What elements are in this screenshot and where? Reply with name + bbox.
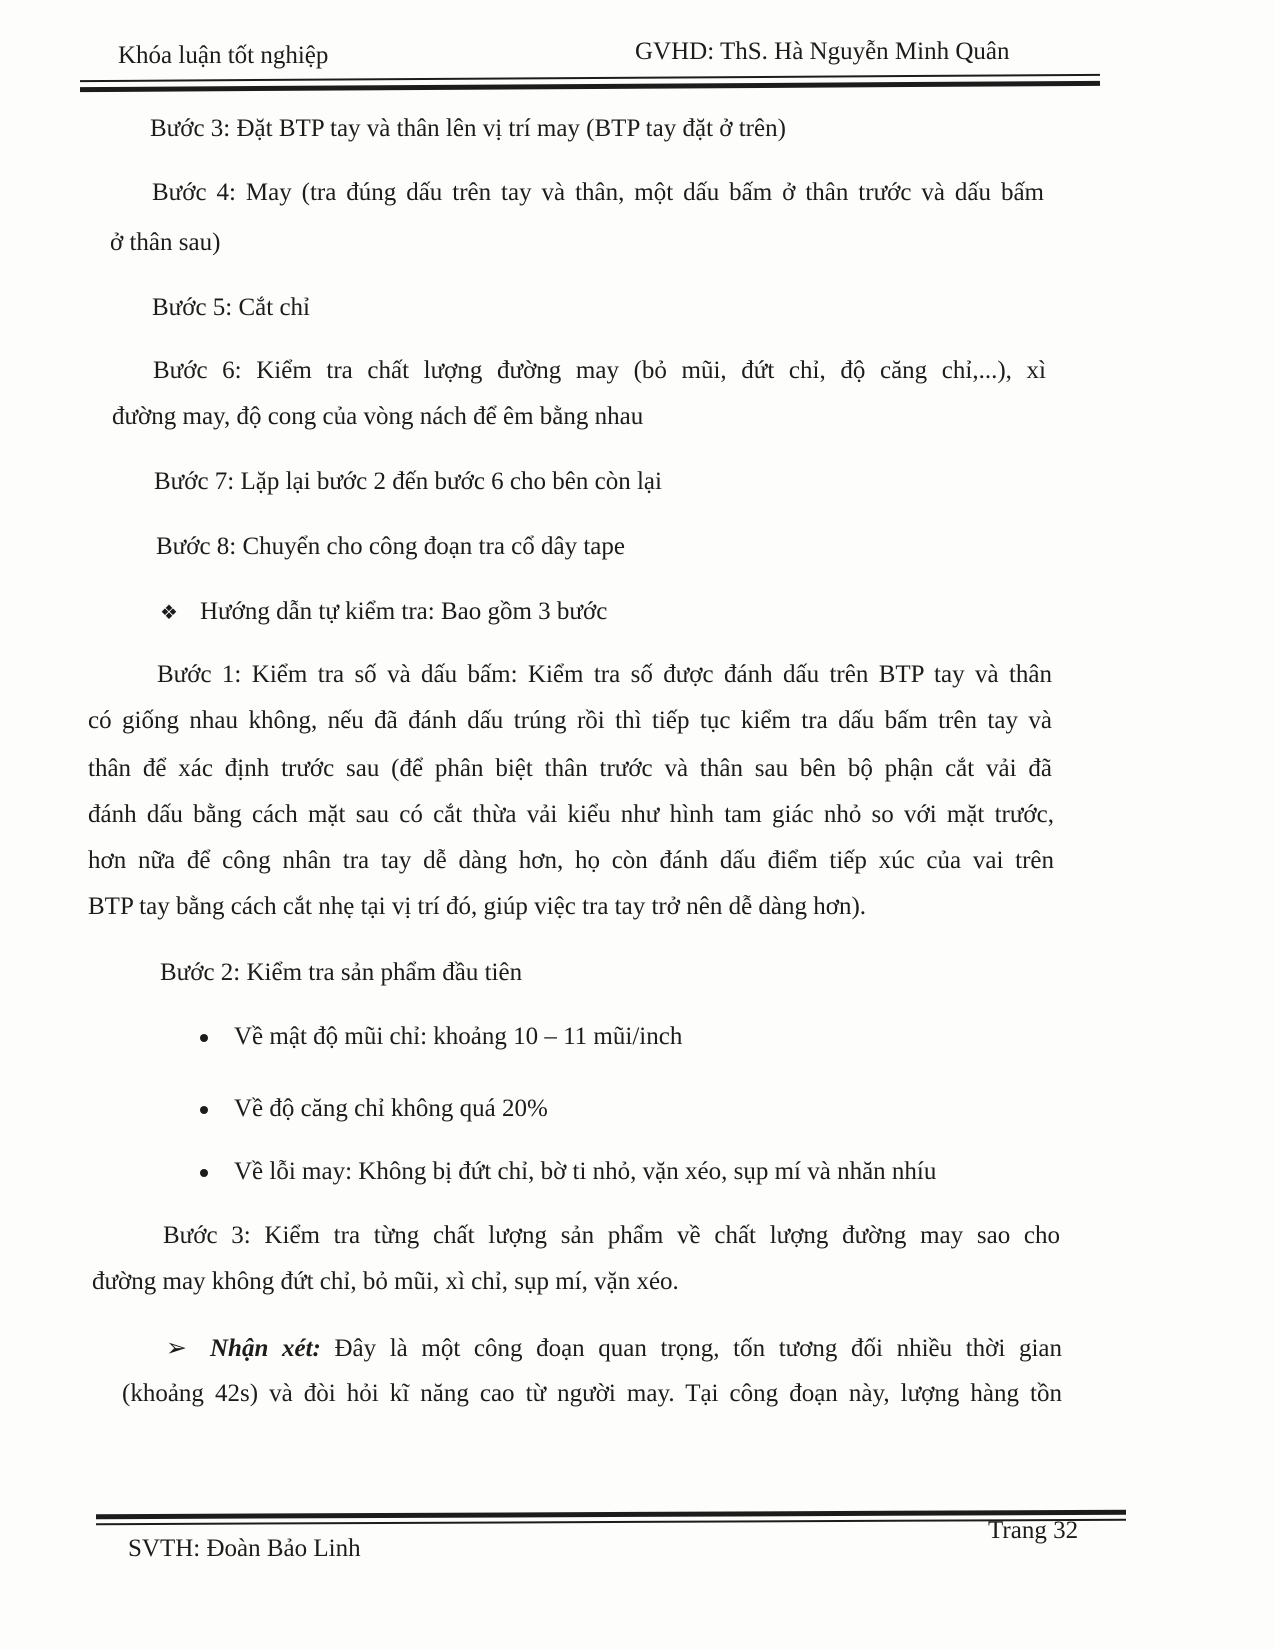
check-3-line-1: Bước 3: Kiểm tra từng chất lượng sản phẩm về chất lượng đường may sao cho: [163, 1222, 1060, 1249]
check-1-line-3: thân để xác định trước sau (để phân biệt thân trước và thân sau bên bộ phận cắt vải đã: [88, 755, 1052, 782]
bullet-item-text: Về lỗi may: Không bị đứt chỉ, bờ ti nhỏ, vặn xéo, sụp mí và nhăn nhíu: [234, 1158, 937, 1185]
header-advisor: GVHD: ThS. Hà Nguyễn Minh Quân: [635, 38, 1010, 65]
step-4-line-1: Bước 4: May (tra đúng dấu trên tay và thân, một dấu bấm ở thân trước và dấu bấm: [152, 179, 1044, 206]
bullet-dot-icon: [200, 1034, 208, 1042]
remark-text: Đây là một công đoạn quan trọng, tốn tương đối nhiều thời gian: [320, 1335, 1062, 1362]
bullet-dot-icon: [200, 1106, 208, 1114]
bullet-item: [200, 1022, 682, 1052]
footer-rule-thin: [96, 1519, 1126, 1525]
footer-student: SVTH: Đoàn Bảo Linh: [128, 1535, 361, 1562]
bullet-item-text: Về mật độ mũi chỉ: khoảng 10 – 11 mũi/inch: [234, 1023, 683, 1050]
step-4-line-2: ở thân sau): [110, 229, 221, 256]
remark-line-2: (khoảng 42s) và đòi hỏi kĩ năng cao từ người may. Tại công đoạn này, lượng hàng tồn: [122, 1380, 1062, 1407]
check-1-line-1: Bước 1: Kiểm tra số và dấu bấm: Kiểm tra số được đánh dấu trên BTP tay và thân: [157, 661, 1052, 688]
remark-label: Nhận xét:: [210, 1335, 321, 1362]
step-6-line-2: đường may, độ cong của vòng nách để êm bằng nhau: [112, 403, 644, 430]
bullet-dot-icon: [200, 1169, 208, 1177]
step-8-line: Bước 8: Chuyển cho công đoạn tra cổ dây tape: [156, 533, 625, 560]
check-1-line-6: BTP tay bằng cách cắt nhẹ tại vị trí đó, giúp việc tra tay trở nên dễ dàng hơn).: [88, 893, 867, 920]
step-6-line-1: Bước 6: Kiểm tra chất lượng đường may (bỏ mũi, đứt chỉ, độ căng chỉ,...), xì: [153, 357, 1046, 384]
header-rule-thin: [80, 74, 1100, 82]
bullet-item: [200, 1094, 548, 1124]
check-2-line: Bước 2: Kiểm tra sản phẩm đầu tiên: [160, 959, 523, 986]
page-number: Trang 32: [988, 1517, 1079, 1544]
arrow-bullet-icon: ➢: [166, 1335, 187, 1362]
diamond-bullet-icon: ❖: [160, 602, 178, 624]
bullet-item-text: Về độ căng chỉ không quá 20%: [234, 1095, 548, 1122]
check-1-line-4: đánh dấu bằng cách mặt sau có cắt thừa vải kiểu như hình tam giác nhỏ so với mặt trước,: [88, 801, 1054, 828]
self-check-heading-text: Hướng dẫn tự kiểm tra: Bao gồm 3 bước: [200, 598, 608, 625]
step-3-line: Bước 3: Đặt BTP tay và thân lên vị trí may (BTP tay đặt ở trên): [150, 115, 786, 142]
check-3-line-2: đường may không đứt chỉ, bỏ mũi, xì chỉ, sụp mí, vặn xéo.: [92, 1268, 679, 1295]
check-1-line-2: có giống nhau không, nếu đã đánh dấu trúng rồi thì tiếp tục kiểm tra dấu bấm trên tay và: [88, 707, 1052, 734]
step-5-line: Bước 5: Cắt chỉ: [152, 294, 310, 321]
header-title: Khóa luận tốt nghiệp: [118, 42, 329, 69]
step-7-line: Bước 7: Lặp lại bước 2 đến bước 6 cho bên còn lại: [154, 468, 662, 495]
check-1-line-5: hơn nữa để công nhân tra tay dễ dàng hơn, họ còn đánh dấu điểm tiếp xúc của vai trên: [88, 847, 1054, 874]
self-check-heading: [160, 597, 607, 628]
bullet-item: [200, 1157, 936, 1187]
remark-line-1: [166, 1334, 1062, 1364]
header-rule: [80, 81, 1100, 92]
footer-rule: [96, 1510, 1126, 1519]
